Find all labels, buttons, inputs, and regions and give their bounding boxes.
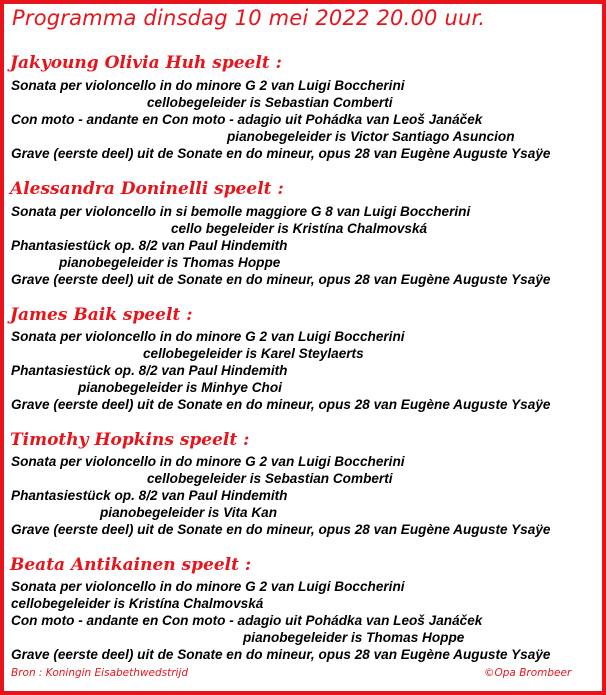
program-line: Sonata per violoncello in do minore G 2 van Luigi Boccherini [11,454,405,469]
program-line: Sonata per violoncello in si bemolle maggiore G 8 van Luigi Boccherini [11,204,471,219]
program-line: Grave (eerste deel) uit de Sonate en do mineur, opus 28 van Eugène Auguste Ysaÿe [11,146,551,161]
accompanist-line: cellobegeleider is Karel Steylaerts [143,346,364,361]
performer-heading: Timothy Hopkins speelt : [10,430,250,450]
copyright-credit: ©Opa Brombeer [484,667,572,679]
program-line: Phantasiestück op. 8/2 van Paul Hindemith [11,363,288,378]
program-line: Grave (eerste deel) uit de Sonate en do mineur, opus 28 van Eugène Auguste Ysaÿe [11,647,551,662]
performer-heading: James Baik speelt : [10,305,193,325]
program-title: Programma dinsdag 10 mei 2022 20.00 uur. [12,6,486,30]
program-line: Sonata per violoncello in do minore G 2 van Luigi Boccherini [11,78,405,93]
accompanist-line: cellobegeleider is Sebastian Comberti [147,95,393,110]
accompanist-line: pianobegeleider is Thomas Hoppe [59,255,281,270]
program-line: Phantasiestück op. 8/2 van Paul Hindemith [11,238,288,253]
program-line: Sonata per violoncello in do minore G 2 van Luigi Boccherini [11,579,405,594]
performer-heading: Jakyoung Olivia Huh speelt : [10,53,282,73]
accompanist-line: cellobegeleider is Kristína Chalmovská [11,596,264,611]
source-credit: Bron : Koningin Eisabethwedstrijd [11,667,189,679]
accompanist-line: pianobegeleider is Thomas Hoppe [243,630,465,645]
accompanist-line: pianobegeleider is Vita Kan [100,505,278,520]
program-line: Grave (eerste deel) uit de Sonate en do mineur, opus 28 van Eugène Auguste Ysaÿe [11,272,551,287]
accompanist-line: cellobegeleider is Sebastian Comberti [147,471,393,486]
performer-heading: Beata Antikainen speelt : [10,555,252,575]
performer-heading: Alessandra Doninelli speelt : [10,179,284,199]
program-line: Grave (eerste deel) uit de Sonate en do mineur, opus 28 van Eugène Auguste Ysaÿe [11,397,551,412]
program-line: Grave (eerste deel) uit de Sonate en do mineur, opus 28 van Eugène Auguste Ysaÿe [11,522,551,537]
program-line: Phantasiestück op. 8/2 van Paul Hindemith [11,488,288,503]
accompanist-line: cello begeleider is Kristína Chalmovská [171,221,428,236]
accompanist-line: pianobegeleider is Minhye Choi [78,380,282,395]
program-line: Con moto - andante en Con moto - adagio uit Pohádka van Leoš Janáček [11,613,483,628]
accompanist-line: pianobegeleider is Victor Santiago Asuncion [227,129,515,144]
program-line: Con moto - andante en Con moto - adagio uit Pohádka van Leoš Janáček [11,112,483,127]
program-line: Sonata per violoncello in do minore G 2 van Luigi Boccherini [11,329,405,344]
